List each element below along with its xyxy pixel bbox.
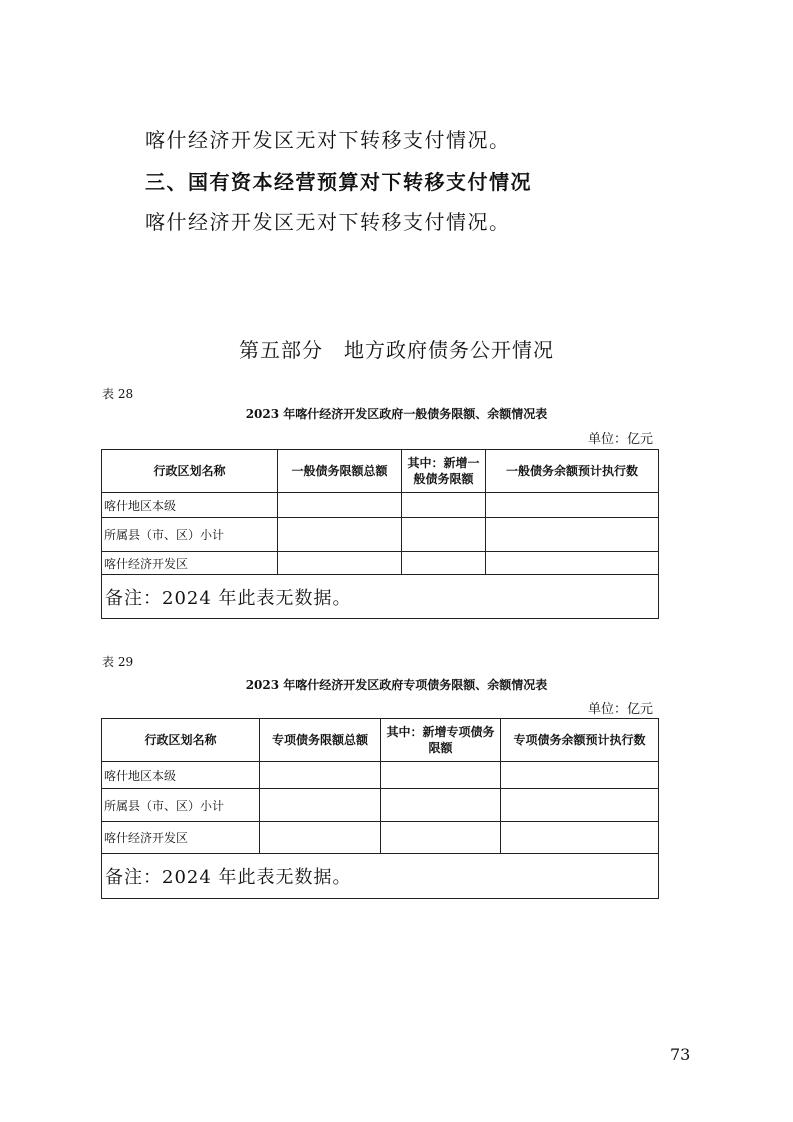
table28-cell xyxy=(402,518,486,552)
table29-row-label: 喀什地区本级 xyxy=(102,762,260,789)
table28-label: 表 28 xyxy=(102,387,134,401)
table29-row-label: 喀什经济开发区 xyxy=(102,822,260,854)
table29-header-cell: 专项债务余额预计执行数 xyxy=(501,719,659,762)
table29-header-cell: 专项债务限额总额 xyxy=(260,719,381,762)
table28-note-row xyxy=(102,575,659,619)
page-number: 73 xyxy=(670,1045,691,1064)
table29-cell xyxy=(260,822,381,854)
table29-cell xyxy=(501,789,659,822)
table-row xyxy=(102,789,659,822)
table28-cell xyxy=(486,552,659,575)
table28-unit: 单位：亿元 xyxy=(588,432,654,447)
table29-cell xyxy=(260,789,381,822)
table-row xyxy=(102,493,659,518)
table29-unit: 单位：亿元 xyxy=(588,702,654,717)
table28-cell xyxy=(486,493,659,518)
table-row xyxy=(102,552,659,575)
table28-header-cell: 行政区划名称 xyxy=(102,450,278,493)
table28-header-cell: 一般债务余额预计执行数 xyxy=(486,450,659,493)
table28 xyxy=(101,449,659,619)
table29-note: 备注：2024 年此表无数据。 xyxy=(102,854,659,899)
table29-row-label: 所属县（市、区）小计 xyxy=(102,789,260,822)
table28-title: 2023 年喀什经济开发区政府一般债务限额、余额情况表 xyxy=(245,407,548,421)
table28-header-cell: 一般债务限额总额 xyxy=(278,450,402,493)
table29-title: 2023 年喀什经济开发区政府专项债务限额、余额情况表 xyxy=(245,678,548,692)
table29-header-cell: 行政区划名称 xyxy=(102,719,260,762)
table-row xyxy=(102,518,659,552)
table28-cell xyxy=(278,493,402,518)
table29-cell xyxy=(381,789,501,822)
table28-cell xyxy=(402,552,486,575)
table28-note: 备注：2024 年此表无数据。 xyxy=(102,575,659,619)
table28-header-cell: 其中：新增一般债务限额 xyxy=(402,450,486,493)
paragraph-line-2: 喀什经济开发区无对下转移支付情况。 xyxy=(145,210,511,234)
table28-row-label: 喀什地区本级 xyxy=(102,493,278,518)
table-row xyxy=(102,762,659,789)
table29-note-row xyxy=(102,854,659,899)
table29-cell xyxy=(381,762,501,789)
table29-cell xyxy=(381,822,501,854)
table29-cell xyxy=(501,822,659,854)
table29 xyxy=(101,718,659,899)
paragraph-line-1: 喀什经济开发区无对下转移支付情况。 xyxy=(145,128,511,152)
table28-row-label: 所属县（市、区）小计 xyxy=(102,518,278,552)
table28-cell xyxy=(278,552,402,575)
table28-header-row xyxy=(102,450,659,493)
table29-header-row xyxy=(102,719,659,762)
table28-row-label: 喀什经济开发区 xyxy=(102,552,278,575)
table29-header-cell: 其中：新增专项债务限额 xyxy=(381,719,501,762)
table29-cell xyxy=(260,762,381,789)
table28-cell xyxy=(402,493,486,518)
table-row xyxy=(102,822,659,854)
table29-label: 表 29 xyxy=(102,655,134,669)
table28-cell xyxy=(486,518,659,552)
table28-cell xyxy=(278,518,402,552)
section-heading-3: 三、国有资本经营预算对下转移支付情况 xyxy=(145,170,532,194)
part-title: 第五部分 地方政府债务公开情况 xyxy=(239,338,554,362)
table29-cell xyxy=(501,762,659,789)
